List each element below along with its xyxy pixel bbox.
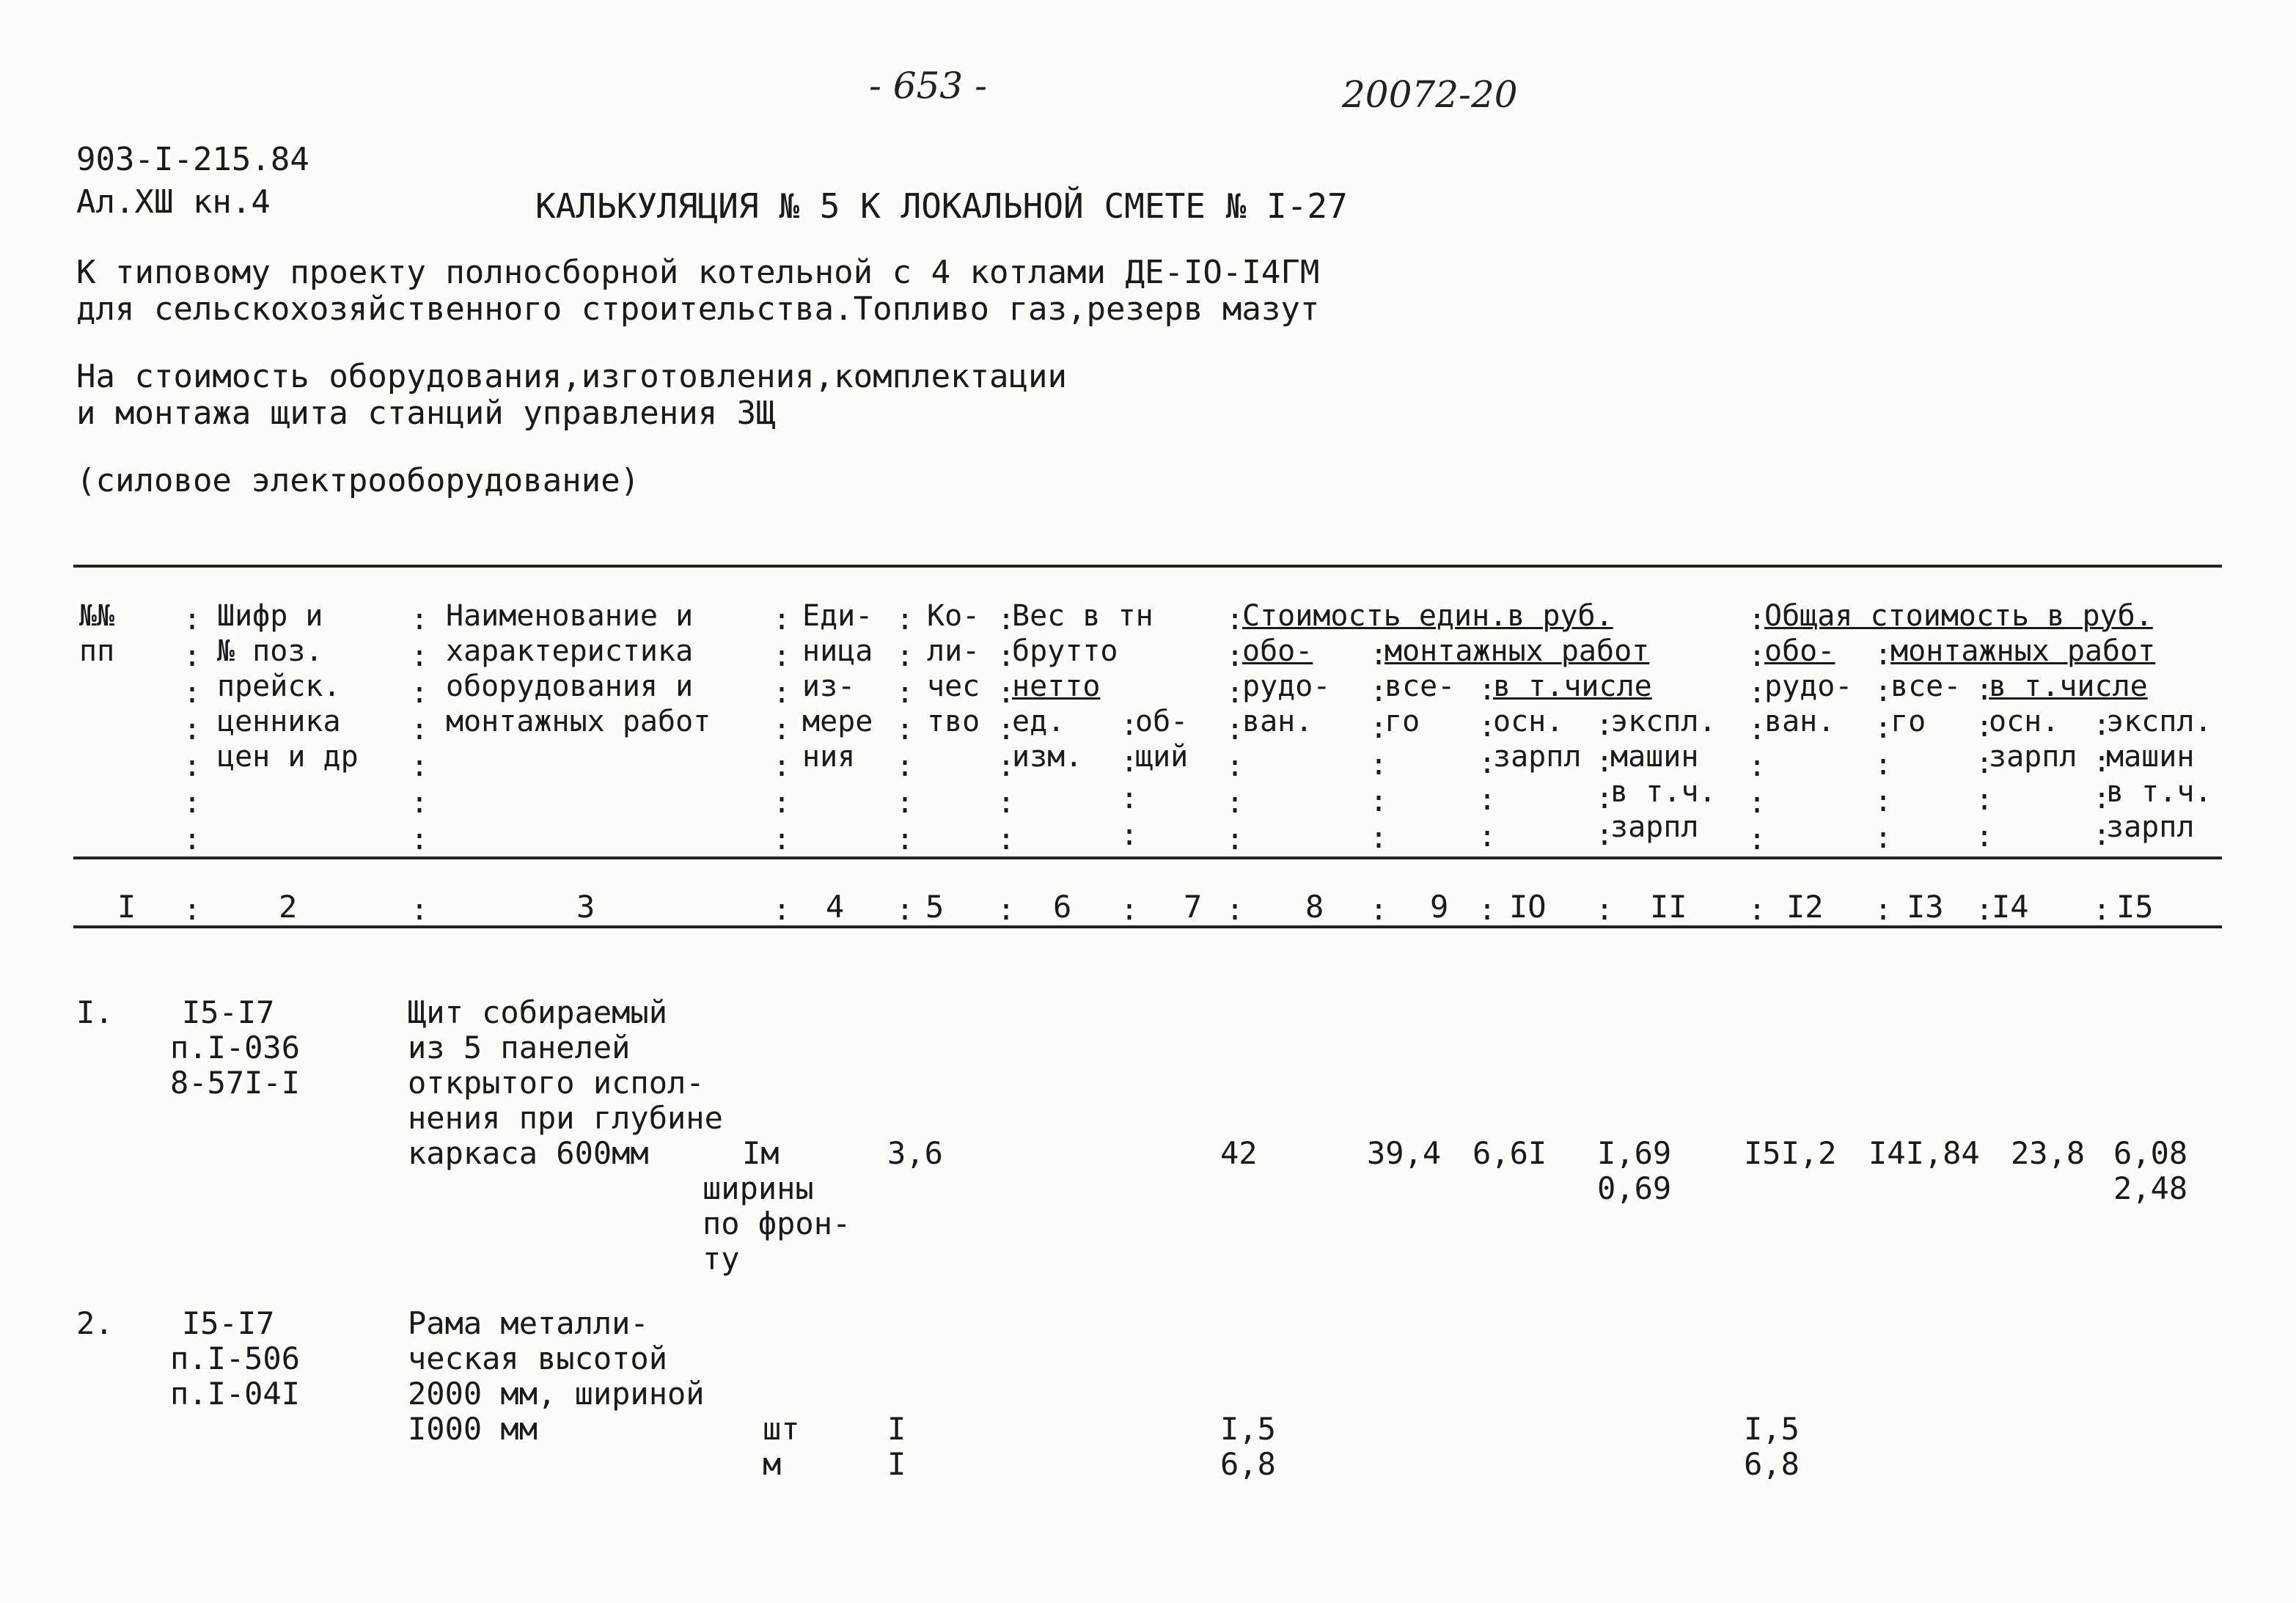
row-name-3: открытого испол- [408, 1065, 705, 1101]
colnum-separators: : [2093, 893, 2111, 927]
header-qty-1: Ко- [927, 599, 980, 633]
header-total-mount: монтажных работ [1890, 634, 2156, 668]
row-unit-expl-2: 0,69 [1597, 1170, 1672, 1206]
row-total-equip-1: I,5 [1744, 1411, 1800, 1447]
row-code-1: I5-I7 [182, 994, 275, 1030]
colnum: 2 [279, 889, 298, 925]
colnum-separators: : [773, 893, 791, 927]
header-total-expl-3: в т.ч. [2106, 775, 2212, 809]
row-unit-1: шт [763, 1411, 800, 1447]
header-qty-3: чес [927, 670, 980, 703]
header-weight-netto: нетто [1012, 670, 1101, 703]
row-qty-2: I [887, 1446, 906, 1482]
header-total-expl-4: зарпл [2106, 810, 2195, 844]
header-unit-2: ница [802, 634, 873, 668]
row-unit-mount-all: 39,4 [1367, 1135, 1442, 1171]
header-separator: : : : : : : : [1226, 603, 1244, 856]
header-separator: : : : : : : : [1748, 603, 1767, 856]
header-total-osn-2: зарпл [1989, 740, 2077, 774]
table-header-bottom-rule [73, 856, 2222, 859]
row-code-3: п.I-04I [170, 1376, 301, 1412]
header-qty-2: ли- [927, 634, 980, 668]
colnum: II [1650, 889, 1687, 925]
header-code-3: прейск. [217, 670, 341, 703]
colnum-separators: : [1226, 893, 1244, 927]
row-name-4: нения при глубине [408, 1100, 723, 1136]
row-unit-4: ту [703, 1241, 740, 1277]
colnum: I3 [1907, 889, 1944, 925]
doc-code: 903-I-215.84 [76, 141, 309, 178]
page-title: КАЛЬКУЛЯЦИЯ № 5 К ЛОКАЛЬНОЙ СМЕТЕ № I-27 [535, 186, 1348, 226]
header-total-all-2: го [1890, 705, 1926, 738]
row-qty-1: I [887, 1411, 906, 1447]
header-unit-4: мере [802, 705, 873, 738]
header-num-1: №№ [79, 599, 115, 633]
colnum-separators: : [1748, 893, 1767, 927]
row-total-osn: 23,8 [2011, 1135, 2086, 1171]
row-unit-1: Iм [742, 1135, 780, 1171]
header-unit-equip-3: ван. [1242, 705, 1313, 738]
purpose-line-1: На стоимость оборудования,изготовления,комплектации [76, 358, 1068, 395]
row-code-2: п.I-506 [170, 1340, 301, 1376]
row-number: I. [76, 994, 114, 1030]
header-num-2: пп [79, 634, 115, 668]
row-total-expl-1: 6,08 [2113, 1135, 2188, 1171]
header-separator: : : : : : [1478, 673, 1497, 854]
header-total-cost: Общая стоимость в руб. [1764, 599, 2153, 633]
header-total-equip-2: рудо- [1764, 670, 1853, 703]
row-unit-expl-1: I,69 [1597, 1135, 1672, 1171]
header-total-expl-2: машин [2106, 740, 2195, 774]
header-unit-mount: монтажных работ [1384, 634, 1650, 668]
header-code-1: Шифр и [217, 599, 323, 633]
header-unit-1: Еди- [802, 599, 873, 633]
colnum-separators: : [1596, 893, 1614, 927]
colnum-separators: : [1370, 893, 1388, 927]
row-code-2: п.I-036 [170, 1030, 301, 1065]
row-unit-3: по фрон- [703, 1206, 851, 1241]
row-total-mount-all: I4I,84 [1868, 1135, 1980, 1171]
header-unit-5: ния [802, 740, 856, 774]
header-total-all-1: все- [1890, 670, 1962, 703]
row-qty: 3,6 [887, 1135, 943, 1171]
header-total-incl: в т.числе [1989, 670, 2148, 703]
header-separator: : : : : : : : [896, 603, 914, 856]
colnum-separators: : [1976, 893, 1994, 927]
header-unit-all-2: го [1384, 705, 1420, 738]
header-unit-expl-1: экспл. [1610, 705, 1717, 738]
row-unit-equip-1: I,5 [1220, 1411, 1276, 1447]
row-name-4: I000 мм [408, 1411, 538, 1447]
header-total-weight-2: щий [1135, 740, 1189, 774]
header-unit-expl-3: в т.ч. [1610, 775, 1717, 809]
row-total-expl-2: 2,48 [2113, 1170, 2188, 1206]
page-number: - 653 - [869, 65, 988, 107]
row-code-3: 8-57I-I [170, 1065, 301, 1101]
album-label: Ал.XШ кн.4 [76, 183, 271, 221]
row-unit-2: м [763, 1446, 782, 1482]
row-name-2: ческая высотой [408, 1340, 668, 1376]
colnum: I [117, 889, 136, 925]
header-unit-equip-1: обо- [1242, 634, 1313, 668]
header-separator: : : : : : : : [411, 603, 429, 856]
purpose-line-2: и монтажа щита станций управления ЗЩ [76, 395, 776, 432]
header-unit-cost: Стоимость един.в руб. [1242, 599, 1613, 633]
colnum: 4 [826, 889, 845, 925]
row-number: 2. [76, 1305, 114, 1341]
header-unit-weight-2: изм. [1012, 740, 1083, 774]
row-name-1: Рама металли- [408, 1305, 649, 1341]
colnum-separators: : [183, 893, 202, 927]
row-unit-osn: 6,6I [1472, 1135, 1547, 1171]
row-total-equip: I5I,2 [1744, 1135, 1837, 1171]
colnum: 5 [925, 889, 945, 925]
row-code-1: I5-I7 [182, 1305, 275, 1341]
colnum-separators: : [1874, 893, 1893, 927]
colnum: 3 [576, 889, 595, 925]
header-code-4: ценника [217, 705, 341, 738]
column-numbers-rule [73, 925, 2222, 928]
header-name-2: характеристика [446, 634, 694, 668]
header-separator: : : : : : [1976, 673, 1994, 854]
header-separator: : : : : : : : [773, 603, 791, 856]
colnum: 6 [1053, 889, 1072, 925]
colnum: IO [1509, 889, 1547, 925]
header-unit-incl: в т.числе [1493, 670, 1652, 703]
table-top-rule [73, 565, 2222, 568]
row-name-5: каркаса 600мм [408, 1135, 649, 1171]
header-name-3: оборудования и [446, 670, 694, 703]
header-name-4: монтажных работ [446, 705, 711, 738]
colnum: I5 [2116, 889, 2154, 925]
header-separator: : : : : [1596, 708, 1614, 852]
row-unit-equip: 42 [1220, 1135, 1258, 1171]
header-weight-brutto: брутто [1012, 634, 1118, 668]
header-total-equip-3: ван. [1764, 705, 1835, 738]
header-weight: Вес в тн [1012, 599, 1153, 633]
header-unit-osn-2: зарпл [1493, 740, 1582, 774]
header-total-osn-1: осн. [1989, 705, 2060, 738]
row-name-3: 2000 мм, шириной [408, 1376, 705, 1412]
header-separator: : : : : : : : [183, 603, 202, 856]
header-total-expl-1: экспл. [2106, 705, 2212, 738]
colnum-separators: : [896, 893, 914, 927]
colnum-separators: : [997, 893, 1016, 927]
header-unit-3: из- [802, 670, 856, 703]
subtitle-line-2: для сельскохозяйственного строительства.Топливо газ,резерв мазут [76, 290, 1320, 328]
header-unit-expl-2: машин [1610, 740, 1699, 774]
header-separator: : : : : [2093, 708, 2111, 852]
subtitle-line-1: К типовому проекту полносборной котельной с 4 котлами ДЕ-IO-I4ГМ [76, 254, 1320, 291]
colnum: 9 [1430, 889, 1449, 925]
row-unit-2: ширины [703, 1170, 814, 1206]
header-total-equip-1: обо- [1764, 634, 1835, 668]
header-name-1: Наименование и [446, 599, 694, 633]
header-separator: : : : : : : [1874, 638, 1893, 855]
header-unit-all-1: все- [1384, 670, 1456, 703]
header-code-5: цен и др [217, 740, 359, 774]
header-code-2: № поз. [217, 634, 323, 668]
header-unit-osn-1: осн. [1493, 705, 1564, 738]
header-total-weight-1: об- [1135, 705, 1189, 738]
row-name-1: Щит собираемый [408, 994, 668, 1030]
header-unit-weight-1: ед. [1012, 705, 1066, 738]
header-separator: : : : : [1121, 708, 1139, 852]
header-unit-equip-2: рудо- [1242, 670, 1331, 703]
colnum: I4 [1992, 889, 2029, 925]
colnum-separators: : [1121, 893, 1139, 927]
colnum: I2 [1786, 889, 1824, 925]
row-total-equip-2: 6,8 [1744, 1446, 1800, 1482]
header-separator: : : : : : : [1370, 638, 1388, 855]
row-unit-equip-2: 6,8 [1220, 1446, 1276, 1482]
header-separator: : : : : : : : [997, 603, 1016, 856]
colnum: 8 [1305, 889, 1324, 925]
header-qty-4: тво [927, 705, 980, 738]
category-label: (силовое электрооборудование) [76, 462, 640, 499]
archive-number: 20072-20 [1342, 73, 1518, 116]
colnum: 7 [1184, 889, 1203, 925]
header-unit-expl-4: зарпл [1610, 810, 1699, 844]
row-name-2: из 5 панелей [408, 1030, 631, 1065]
colnum-separators: : [411, 893, 429, 927]
colnum-separators: : [1478, 893, 1497, 927]
